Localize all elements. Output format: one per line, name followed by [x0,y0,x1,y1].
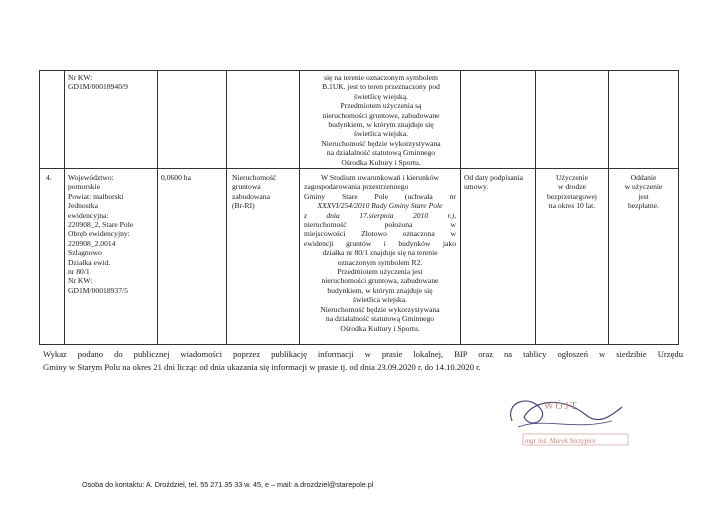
description-cell: W Studium uwarunkowań i kierunków zagospodarowania przestrzennego Gminy Stare Pole (uchwała nr XXXVI/254/2010 Rady Gminy Stare Pole z dnia 17.sierpnia 2010 r.), nieruchomość położona w miejscowości Złotowo oznaczona w ewidencji gruntów i budynków jako działka nr 80/1 znajduje się na terenie oznaczonym symbolem R2. Przedmiotem użyczenia jest nieruchomości gruntowa, zabudowane budynkiem, w którym znajduje się świetlica wiejska. Nieruchomość będzie wykorzystywana na działalność statutową Gminnego Ośrodka Kultury i Sportu. [304,173,456,333]
fee-cell: Oddanie w użyczenie jest bezpłatne. [624,173,663,211]
location-cell: Województwo: pomorskie Powiat: malborski Jednostka ewidencyjna: 220908_2, Stare Pole Obręb ewidencyjny: 220908_2.0014 Szlagnowo Działka ewid. nr 80/1 Nr KW: GD1M/00018937/5 [68,173,134,295]
property-table [39,70,679,345]
prev-description-cell: się na terenie oznaczonym symbolem B.1UK. jest to teren przeznaczony pod świetlicę wiejską. Przedmiotem użyczenia są nieruchomości gruntowe, zabudowane budynkiem, w którym znajduje się świetlica wiejska. Nieruchomość będzie wykorzystywana na działalność statutową Gminnego Ośrodka Kultury i Sportu. [321,73,441,167]
term-cell: Od daty podpisania umowy. [464,173,524,192]
stamp-title: WÓJT [544,401,579,412]
prev-location-cell: Nr KW: GD1M/00018940/9 [68,73,128,92]
signature-underline [518,421,612,427]
publication-notice: Wykaz podano do publicznej wiadomości poprzez publikację informacji w prasie lokalnej, BIP oraz na tablicy ogłoszeń w siedzibie Urzędu Gminy w Starym Polu na okres 21 dni licząc od dnia ukazania się informacji w prasie tj. od dnia 23.09.2020 r. do 14.10.2020 r. [43,349,683,372]
row-number: 4. [46,173,52,182]
form-cell: Użyczenie w drodze bezprzetargowej na okres 10 lat. [546,173,598,211]
property-type-cell: Nieruchomość gruntowa zabudowana (Br-RI) [232,173,277,211]
stamp-name: mgr inż. Marek Szczypior [525,437,597,445]
area-cell: 0,0600 ha [161,173,191,182]
contact-footer: Osoba do kontaktu: A. Droździel, tel. 55 271 35 33 w. 45, e – mail: a.drozdziel@starepole.pl [82,480,374,489]
signature-stamp [494,387,634,447]
